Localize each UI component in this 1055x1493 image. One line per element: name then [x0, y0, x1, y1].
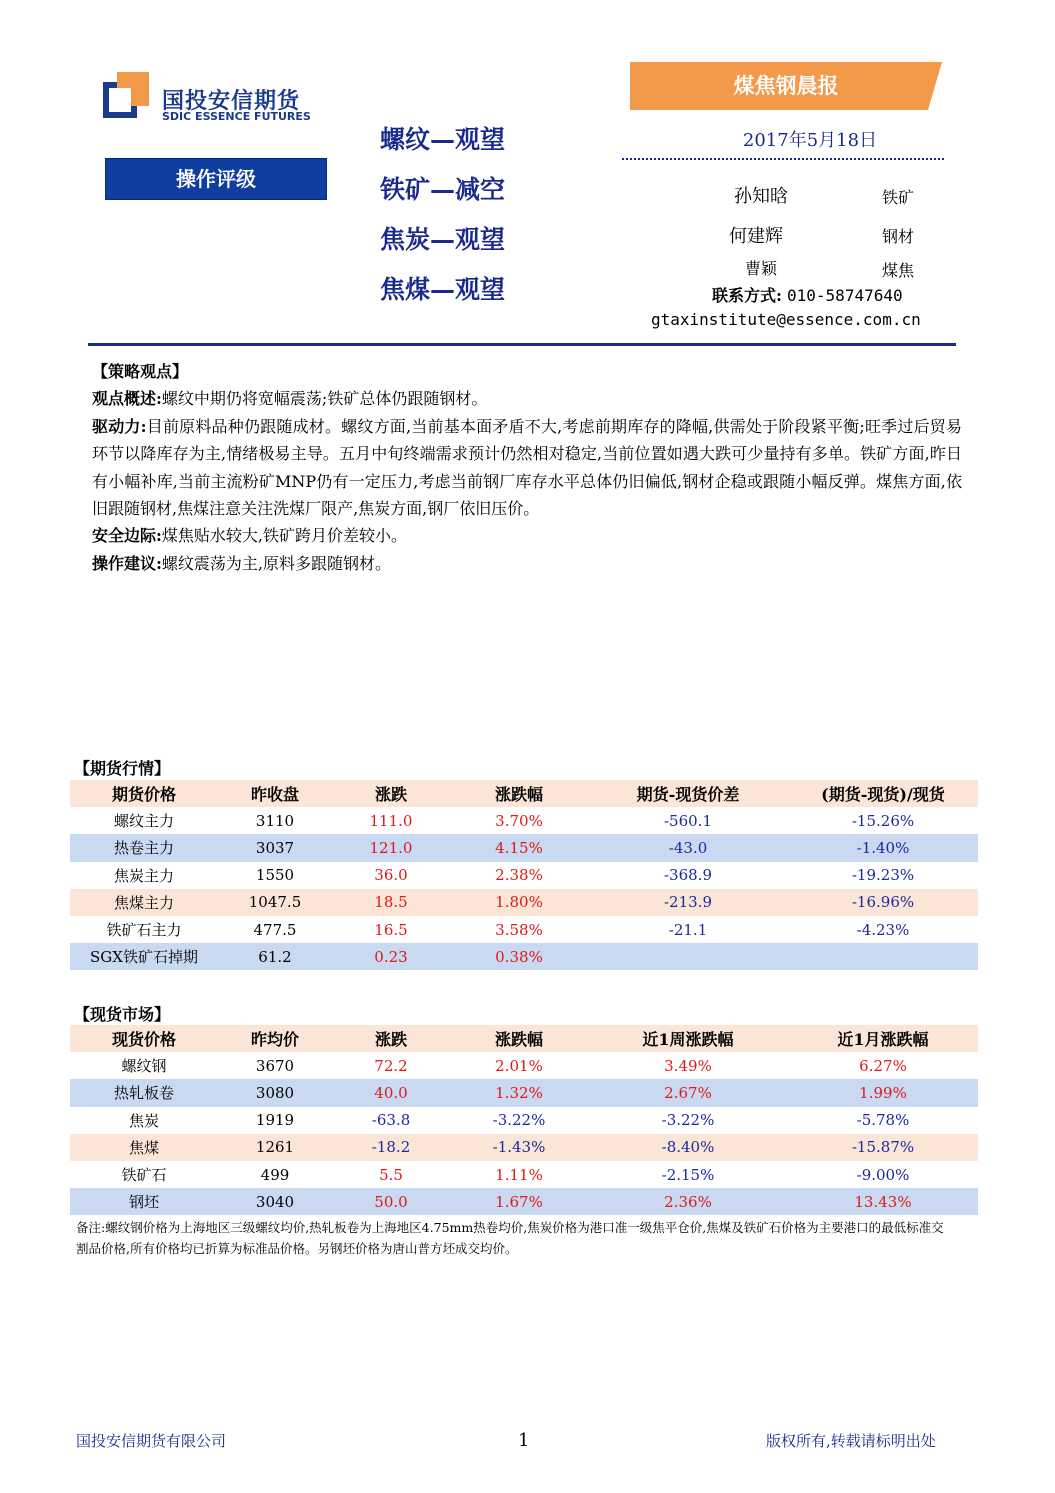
safety-text: 煤焦贴水较大,铁矿跨月价差较小。 [161, 526, 408, 546]
footer-company: 国投安信期货有限公司 [76, 1432, 227, 1450]
table-cell: 1.99% [859, 1083, 907, 1102]
table-row [70, 1188, 978, 1215]
table-cell: 3670 [255, 1056, 295, 1075]
table-cell: -560.1 [663, 811, 712, 830]
table-cell: -15.87% [851, 1138, 915, 1157]
rating-item-rebar: 螺纹—观望 [380, 125, 506, 154]
table-cell: 2.38% [495, 866, 543, 885]
table-row [70, 834, 978, 861]
column-header: 涨跌 [374, 785, 407, 805]
table-cell: 36.0 [374, 866, 408, 885]
table-cell: -3.22% [661, 1111, 715, 1130]
table-cell: 1.11% [495, 1165, 543, 1184]
driver-label: 驱动力: [92, 416, 147, 436]
table-cell: -18.2 [371, 1138, 411, 1157]
table-cell: -1.40% [856, 838, 910, 857]
table-header-row [70, 780, 978, 807]
table-cell: 3037 [255, 838, 295, 857]
table-row [70, 943, 978, 970]
table-cell: 螺纹主力 [113, 812, 174, 831]
report-date: 2017年5月18日 [742, 130, 878, 151]
table-cell: -9.00% [856, 1165, 910, 1184]
table-row [70, 916, 978, 943]
report-title: 煤焦钢晨报 [733, 73, 839, 98]
footer-copyright: 版权所有,转载请标明出处 [766, 1432, 936, 1450]
table-cell: 3110 [255, 811, 295, 830]
table-cell: 焦煤 [128, 1138, 159, 1157]
table-cell: 1.67% [495, 1192, 543, 1211]
table-cell: 61.2 [258, 947, 292, 966]
table-cell: 热轧板卷 [113, 1084, 174, 1103]
analyst-name: 何建辉 [729, 226, 783, 247]
table-cell: 477.5 [253, 920, 297, 939]
table-cell: 2.36% [664, 1192, 712, 1211]
company-name-en: SDIC ESSENCE FUTURES [162, 110, 311, 123]
column-header: 昨收盘 [250, 785, 299, 805]
table-row [70, 807, 978, 834]
table-cell: 0.38% [495, 947, 543, 966]
table-cell: 0.23 [374, 947, 408, 966]
column-header: 涨跌幅 [494, 1030, 543, 1050]
table-cell: 1047.5 [248, 893, 302, 912]
table-cell: 50.0 [374, 1192, 408, 1211]
spot-note: 备注:螺纹钢价格为上海地区三级螺纹均价,热轧板卷为上海地区4.75mm热卷均价,焦炭价格为港口准一级焦平仓价,焦煤及铁矿石价格为主要港口的最低标准交割品价格,所有价格均已折算为标准品价格。另钢坯价格为唐山普方坯成交均价。 [76, 1220, 944, 1256]
column-header: 期货-现货价差 [636, 785, 740, 805]
analyst-name: 曹颖 [745, 259, 778, 278]
table-cell: 铁矿石主力 [106, 921, 182, 940]
table-cell [588, 943, 788, 970]
advice-label: 操作建议: [92, 553, 162, 573]
table-cell: -1.43% [492, 1138, 546, 1157]
table-cell: -3.22% [492, 1111, 546, 1130]
contact-email[interactable]: gtaxinstitute@essence.com.cn [651, 310, 921, 329]
table-cell: 72.2 [374, 1056, 408, 1075]
table-cell: -19.23% [851, 866, 915, 885]
table-cell: 焦炭主力 [113, 866, 174, 885]
table-cell: 121.0 [369, 838, 413, 857]
table-row [70, 1161, 978, 1188]
table-cell: 1261 [255, 1138, 295, 1157]
table-cell: 钢坯 [128, 1193, 159, 1212]
table-cell: 3.70% [495, 811, 543, 830]
analyst-area: 铁矿 [882, 188, 915, 207]
table-row [70, 1107, 978, 1134]
safety-label: 安全边际: [92, 526, 162, 546]
table-cell: -43.0 [668, 838, 708, 857]
table-row [70, 862, 978, 889]
table-cell: 40.0 [374, 1083, 408, 1102]
overview-text: 螺纹中期仍将宽幅震荡;铁矿总体仍跟随钢材。 [161, 389, 488, 409]
column-header: 现货价格 [111, 1030, 176, 1050]
table-cell: 6.27% [859, 1056, 907, 1075]
contact-label: 联系方式: [712, 286, 782, 305]
table-cell: 18.5 [374, 893, 408, 912]
table-cell: 4.15% [495, 838, 543, 857]
table-cell: 13.43% [854, 1192, 912, 1211]
table-cell: 2.01% [495, 1056, 543, 1075]
column-header: 涨跌幅 [494, 785, 543, 805]
table-cell: 1919 [255, 1111, 295, 1130]
overview-label: 观点概述: [92, 389, 162, 409]
analyst-name: 孙知晗 [734, 186, 788, 207]
analyst-area: 钢材 [882, 227, 915, 246]
table-cell: 焦煤主力 [113, 893, 174, 912]
spot-table [70, 1025, 978, 1215]
table-cell: 16.5 [374, 920, 408, 939]
rating-item-coke: 焦炭—观望 [380, 225, 506, 254]
table-cell: -2.15% [661, 1165, 715, 1184]
table-cell: 铁矿石 [121, 1166, 167, 1185]
table-cell: 3040 [255, 1192, 295, 1211]
table-cell: SGX铁矿石掉期 [90, 948, 198, 967]
driver-text: 目前原料品种仍跟随成材。螺纹方面,当前基本面矛盾不大,考虑前期库存的降幅,供需处于阶段紧平衡;旺季过后贸易环节以降库存为主,情绪极易主导。五月中旬终端需求预计仍然相对稳定,当前位置如遇大跌可少量持有多单。铁矿方面,昨日有小幅补库,当前主流粉矿MNP仍有一定压力,考虑当前钢厂库存水平总体仍旧偏低,钢材企稳或跟随小幅反弹。煤焦方面,依旧跟随钢材,焦煤注意关注洗煤厂限产,焦炭方面,钢厂依旧压价。 [92, 416, 962, 519]
rating-item-coking-coal: 焦煤—观望 [380, 275, 506, 304]
table-cell: 1550 [255, 866, 295, 885]
futures-section-title: 【期货行情】 [74, 759, 171, 778]
contact-phone: 010-58747640 [787, 286, 903, 305]
table-header-row [70, 1025, 978, 1052]
rating-item-iron-ore: 铁矿—减空 [380, 175, 506, 204]
advice-text: 螺纹震荡为主,原料多跟随钢材。 [161, 553, 392, 573]
spot-section-title: 【现货市场】 [74, 1005, 171, 1024]
table-cell [788, 943, 978, 970]
table-row [70, 1134, 978, 1161]
table-row [70, 1079, 978, 1106]
table-cell: -21.1 [668, 920, 708, 939]
page-number: 1 [518, 1430, 530, 1451]
table-cell: 2.67% [664, 1083, 712, 1102]
table-cell: -15.26% [851, 811, 915, 830]
strategy-title: 【策略观点】 [92, 362, 189, 381]
table-cell: 螺纹钢 [121, 1057, 167, 1076]
table-cell: -8.40% [661, 1138, 715, 1157]
column-header: 昨均价 [250, 1030, 299, 1050]
table-row [70, 1052, 978, 1079]
table-cell: 3080 [255, 1083, 295, 1102]
table-cell: 1.80% [495, 893, 543, 912]
futures-table [70, 780, 978, 970]
column-header: (期货-现货)/现货 [821, 785, 945, 805]
rating-label: 操作评级 [105, 158, 327, 200]
table-cell: -213.9 [663, 893, 712, 912]
column-header: 期货价格 [111, 785, 176, 805]
company-name-cn: 国投安信期货 [162, 89, 301, 114]
table-cell: -63.8 [371, 1111, 411, 1130]
table-cell: 热卷主力 [113, 839, 174, 858]
strategy-section [92, 358, 962, 577]
column-header: 近1月涨跌幅 [837, 1030, 929, 1050]
table-cell: -368.9 [663, 866, 712, 885]
table-cell: 1.32% [495, 1083, 543, 1102]
table-cell: 焦炭 [128, 1111, 159, 1130]
company-logo-icon [103, 72, 149, 118]
column-header: 近1周涨跌幅 [642, 1030, 734, 1050]
contact-line [712, 283, 903, 306]
header-divider [88, 343, 956, 346]
dotted-divider [622, 158, 944, 160]
table-cell: 5.5 [379, 1165, 403, 1184]
table-cell: 3.49% [664, 1056, 712, 1075]
column-header: 涨跌 [374, 1030, 407, 1050]
table-row [70, 889, 978, 916]
table-cell: -4.23% [856, 920, 910, 939]
analyst-area: 煤焦 [882, 261, 915, 280]
table-cell: 499 [260, 1165, 290, 1184]
table-cell: -5.78% [856, 1111, 910, 1130]
table-cell: 111.0 [369, 811, 413, 830]
table-cell: -16.96% [851, 893, 915, 912]
table-cell: 3.58% [495, 920, 543, 939]
